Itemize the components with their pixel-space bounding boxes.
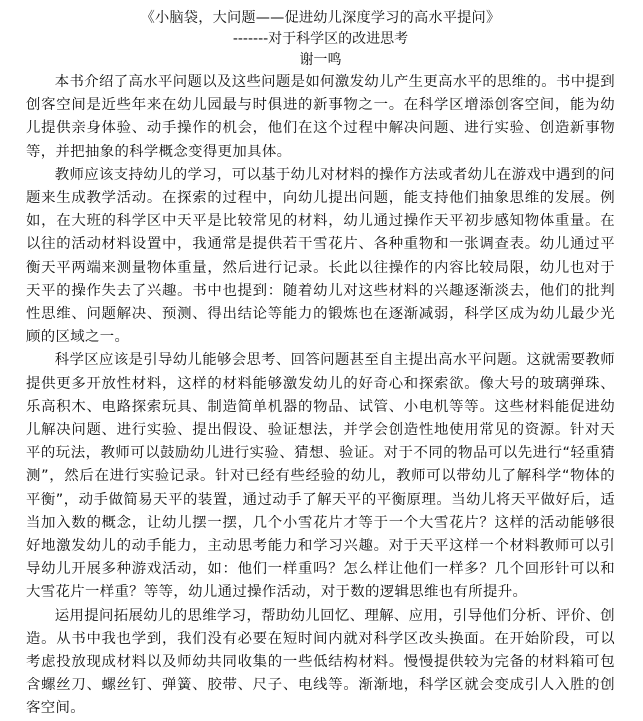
document-author: 谢一鸣 [299,52,342,68]
document-title: 《小脑袋，大问题——促进幼儿深度学习的高水平提问》 [140,10,501,26]
paragraph-2: 教师应该支持幼儿的学习，可以基于幼儿对材料的操作方法或者幼儿在游戏中遇到的问题来生成教学活动。在探索的过程中，向幼儿提出问题，能支持他们抽象思维的发展。例如，在大班的科学区中天平是比较常见的材料，幼儿通过操作天平初步感知物体重量。在以往的活动材料设置中，我通常是提供若干雪花片、各种重物和一张调查表。幼儿通过平衡天平两端来测量物体重量，然后进行记录。长此以往操作的内容比较局限，幼儿也对于天平的操作失去了兴趣。书中也提到：随着幼儿对这些材料的兴趣逐渐淡去，他们的批判性思维、问题解决、预测、得出结论等能力的锻炼也在逐渐减弱，科学区成为幼儿最少光顾的区域之一。 [26,166,615,346]
paragraph-3: 科学区应该是引导幼儿能够会思考、回答问题甚至自主提出高水平问题。这就需要教师提供更多开放性材料，这样的材料能够激发幼儿的好奇心和探索欲。像大号的玻璃弹珠、乐高积木、电路探索玩具、制造简单机器的物品、试管、小电机等等。这些材料能促进幼儿解决问题、进行实验、提出假设、验证想法，并学会创造性地使用常见的资源。针对天平的玩法，教师可以鼓励幼儿进行实验、猜想、验证。对于不同的物品可以先进行“轻重猜测”，然后在进行实验记录。针对已经有些经验的幼儿，教师可以带幼儿了解科学“物体的平衡”，动手做简易天平的装置，通过动手了解天平的平衡原理。当幼儿将天平做好后，适当加入数的概念，让幼儿摆一摆，几个小雪花片才等于一个大雪花片？这样的活动能够很好地激发幼儿的动手能力，主动思考能力和学习兴趣。对于天平这样一个材料教师可以引导幼儿开展多种游戏活动，如：他们一样重吗？怎么样让他们一样多？几个回形针可以和大雪花片一样重？等等，幼儿通过操作活动，对于数的逻辑思维也有所提升。 [26,352,615,601]
document-subtitle: -------对于科学区的改进思考 [232,31,409,47]
paragraph-4: 运用提问拓展幼儿的思维学习，帮助幼儿回忆、理解、应用，引导他们分析、评价、创造。从书中我也学到，我们没有必要在短时间内就对科学区改头换面。在开始阶段，可以考虑投放现成材料以及师幼共同收集的一些低结构材料。慢慢提供较为完备的材料箱可包含螺丝刀、螺丝钉、弹簧、胶带、尺子、电线等。渐渐地，科学区就会变成引人入胜的创客空间。 [26,607,615,717]
paragraph-1: 本书介绍了高水平问题以及这些问题是如何激发幼儿产生更高水平的思维的。书中提到创客空间是近些年来在幼儿园最与时俱进的新事物之一。在科学区增添创客空间，能为幼儿提供亲身体验、动手操作的机会，他们在这个过程中解决问题、进行实验、创造新事物等，并把抽象的科学概念变得更加具体。 [26,74,615,160]
